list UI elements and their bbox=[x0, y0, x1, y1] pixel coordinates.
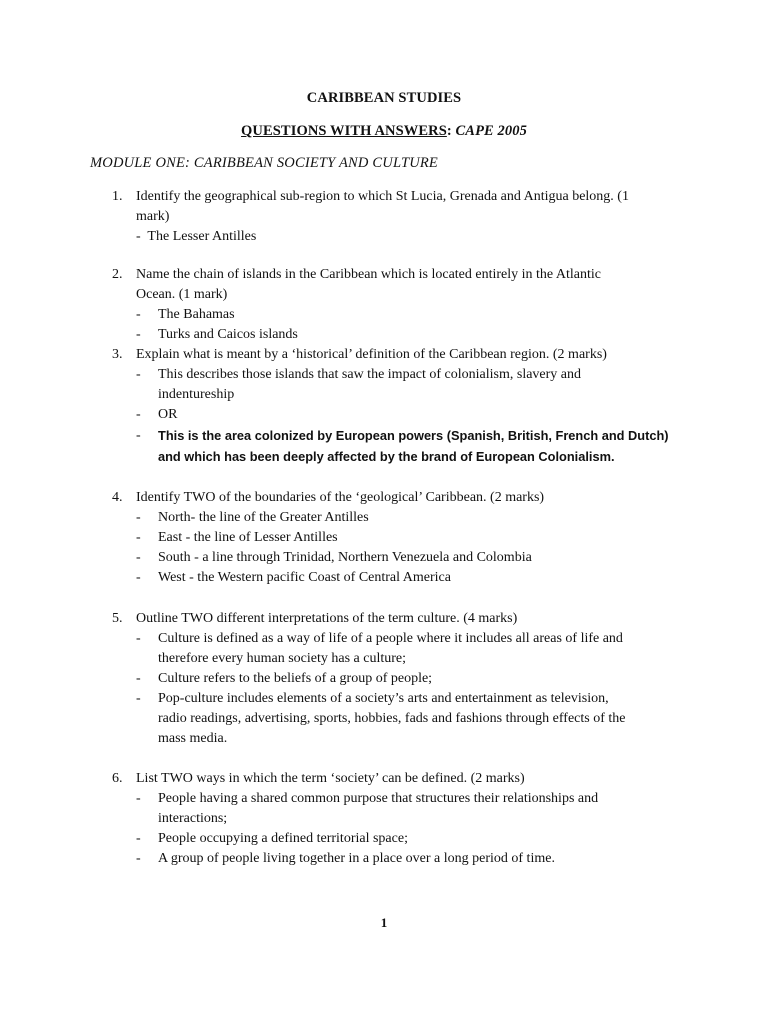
answer-dash: - bbox=[136, 570, 141, 585]
question-text: Identify TWO of the boundaries of the ‘geological’ Caribbean. (2 marks) bbox=[136, 490, 545, 505]
question-text: Name the chain of islands in the Caribbean which is located entirely in the Atlantic bbox=[136, 267, 601, 282]
answer-text: and which has been deeply affected by the brand of European Colonialism. bbox=[158, 449, 615, 464]
answer-text: West - the Western pacific Coast of Central America bbox=[158, 570, 451, 585]
answer-item bbox=[112, 649, 672, 669]
question-number: 1. bbox=[112, 189, 123, 204]
answer-dash: - bbox=[136, 631, 141, 646]
answer-item bbox=[112, 829, 672, 849]
answer-text: People occupying a defined territorial space; bbox=[158, 831, 408, 846]
question-number: 4. bbox=[112, 490, 123, 505]
answer-text: Culture refers to the beliefs of a group of people; bbox=[158, 671, 433, 686]
question-line bbox=[112, 488, 672, 508]
answer-content: The Lesser Antilles bbox=[147, 229, 257, 244]
document-subtitle bbox=[0, 123, 768, 140]
document-title: CARIBBEAN STUDIES bbox=[306, 90, 462, 106]
answer-dash: - bbox=[136, 327, 141, 342]
answer-text: radio readings, advertising, sports, hobbies, fads and fashions through effects of the bbox=[158, 711, 626, 726]
answer-text bbox=[136, 227, 256, 247]
question-3 bbox=[112, 345, 672, 467]
answer-text: South - a line through Trinidad, Northern Venezuela and Colombia bbox=[158, 550, 532, 565]
answer-item bbox=[112, 789, 672, 809]
answer-dash: - bbox=[136, 671, 141, 686]
question-line bbox=[112, 345, 672, 365]
subtitle-underlined: QUESTIONS WITH ANSWERS bbox=[241, 123, 447, 139]
question-text: Explain what is meant by a ‘historical’ definition of the Caribbean region. (2 marks) bbox=[136, 347, 607, 362]
question-number: 5. bbox=[112, 611, 123, 626]
answer-text: indentureship bbox=[158, 387, 235, 402]
answer-dash: - bbox=[136, 851, 141, 866]
answer-item bbox=[112, 548, 672, 568]
answer-text: interactions; bbox=[158, 811, 228, 826]
answer-dash: - bbox=[136, 428, 141, 443]
answer-text: mass media. bbox=[158, 731, 228, 746]
page-number: 1 bbox=[380, 915, 388, 930]
answer-item bbox=[112, 405, 672, 425]
question-line bbox=[112, 187, 672, 207]
question-text: List TWO ways in which the term ‘society’ can be defined. (2 marks) bbox=[136, 771, 525, 786]
answer-dash: - bbox=[136, 510, 141, 525]
answer-item bbox=[112, 425, 672, 446]
answer-text: A group of people living together in a place over a long period of time. bbox=[158, 851, 555, 866]
answer-dash: - bbox=[136, 550, 141, 565]
answer-item bbox=[112, 365, 672, 385]
answer-text: Pop-culture includes elements of a society’s arts and entertainment as television, bbox=[158, 691, 609, 706]
answer-item bbox=[112, 669, 672, 689]
answer-text: This is the area colonized by European powers (Spanish, British, French and Dutch) bbox=[158, 428, 669, 443]
subtitle-exam: CAPE 2005 bbox=[455, 123, 527, 139]
answer-item bbox=[112, 689, 672, 709]
answer-item bbox=[112, 508, 672, 528]
answer-text: The Bahamas bbox=[158, 307, 235, 322]
question-number: 6. bbox=[112, 771, 123, 786]
answer-item bbox=[112, 305, 672, 325]
answer-dash: - bbox=[136, 407, 141, 422]
answer-text: therefore every human society has a culture; bbox=[158, 651, 407, 666]
module-heading: MODULE ONE: CARIBBEAN SOCIETY AND CULTURE bbox=[90, 155, 438, 171]
answer-text: Turks and Caicos islands bbox=[158, 327, 298, 342]
answer-text: OR bbox=[158, 407, 178, 422]
question-text: Ocean. (1 mark) bbox=[136, 287, 228, 302]
question-number: 3. bbox=[112, 347, 123, 362]
question-number: 2. bbox=[112, 267, 123, 282]
question-line bbox=[112, 285, 672, 305]
answer-item bbox=[112, 325, 672, 345]
answer-item bbox=[112, 849, 672, 869]
question-4 bbox=[112, 488, 672, 588]
question-1 bbox=[112, 187, 672, 247]
subtitle-colon: : bbox=[446, 123, 452, 139]
answer-text: Culture is defined as a way of life of a people where it includes all areas of life and bbox=[158, 631, 623, 646]
question-text: mark) bbox=[136, 209, 170, 224]
answer-dash: - bbox=[136, 791, 141, 806]
question-5 bbox=[112, 609, 672, 749]
answer-item bbox=[112, 446, 672, 467]
question-2 bbox=[112, 265, 672, 345]
answer-item bbox=[112, 709, 672, 729]
question-line bbox=[112, 207, 672, 227]
answer-item bbox=[112, 227, 672, 247]
answer-item bbox=[112, 568, 672, 588]
answer-dash: - bbox=[136, 367, 141, 382]
question-line bbox=[112, 265, 672, 285]
answer-item bbox=[112, 629, 672, 649]
question-6 bbox=[112, 769, 672, 869]
answer-dash: - bbox=[136, 691, 141, 706]
answer-dash: - bbox=[136, 229, 141, 244]
answer-dash: - bbox=[136, 307, 141, 322]
answer-dash: - bbox=[136, 831, 141, 846]
question-text: Identify the geographical sub-region to which St Lucia, Grenada and Antigua belong. (1 bbox=[136, 189, 629, 204]
answer-item bbox=[112, 809, 672, 829]
answer-text: People having a shared common purpose that structures their relationships and bbox=[158, 791, 599, 806]
answer-item bbox=[112, 385, 672, 405]
answer-text: This describes those islands that saw the impact of colonialism, slavery and bbox=[158, 367, 582, 382]
question-line bbox=[112, 609, 672, 629]
question-text: Outline TWO different interpretations of the term culture. (4 marks) bbox=[136, 611, 518, 626]
answer-dash: - bbox=[136, 530, 141, 545]
question-line bbox=[112, 769, 672, 789]
answer-text: East - the line of Lesser Antilles bbox=[158, 530, 338, 545]
answer-item bbox=[112, 729, 672, 749]
answer-text: North- the line of the Greater Antilles bbox=[158, 510, 369, 525]
answer-item bbox=[112, 528, 672, 548]
